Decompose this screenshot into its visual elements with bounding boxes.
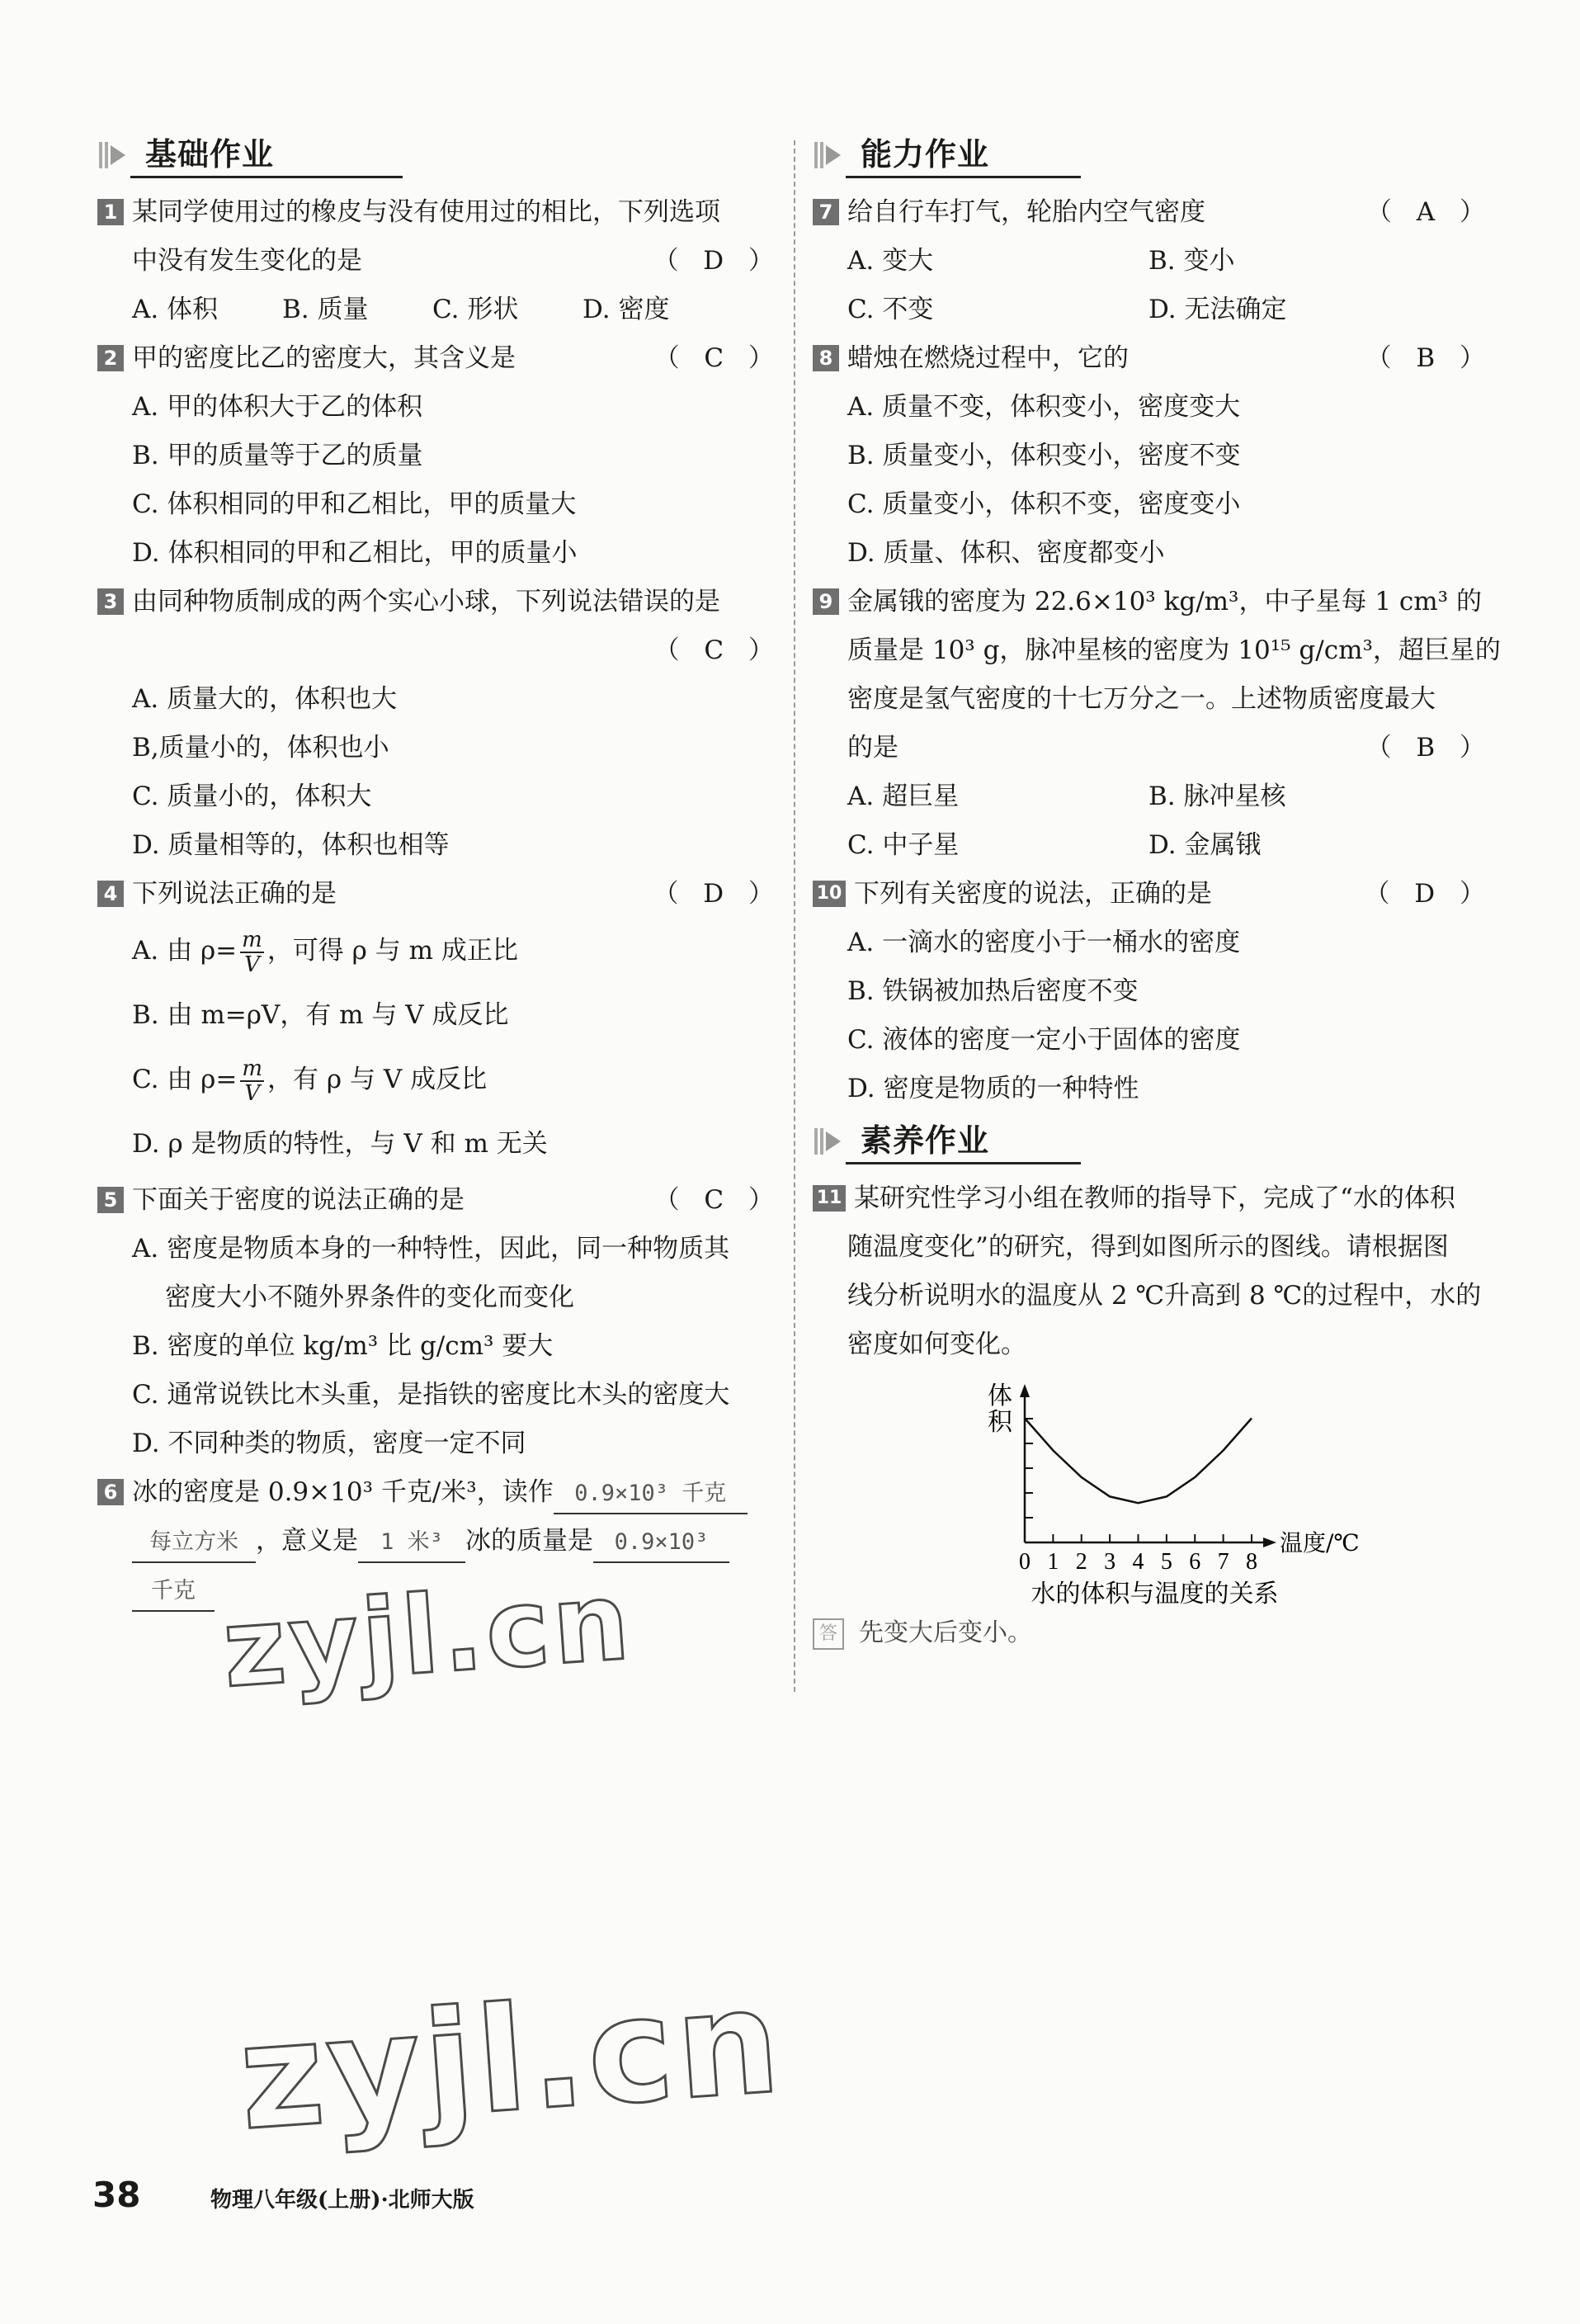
left-column: [97, 132, 782, 1614]
volume-temperature-chart: [813, 1369, 1493, 1608]
option-a: A. 质量不变，体积变小，密度变大: [847, 392, 1241, 422]
option-d: D. 质量相等的，体积也相等: [132, 830, 450, 860]
question-9-line-4: [813, 724, 1493, 772]
question-9-line-1: [813, 578, 1493, 626]
option-d: D. 金属锇: [1148, 830, 1262, 860]
option-b: B. 质量: [282, 295, 369, 324]
section-underline: [846, 1162, 1081, 1164]
question-text: 下面关于密度的说法正确的是: [132, 1185, 465, 1215]
question-number: 10: [813, 881, 846, 907]
question-text: 由同种物质制成的两个实心小球，下列说法错误的是: [132, 587, 720, 616]
answer-bracket: （ C ）: [653, 1185, 782, 1215]
option-text: C. 由 ρ=: [132, 1065, 238, 1094]
fill-blank: 千克: [132, 1572, 215, 1612]
question-3-stem: [97, 578, 782, 626]
x-axis-label: 温度/℃: [1280, 1529, 1360, 1556]
question-9-options-row-1: [813, 772, 1493, 821]
y-axis-label: 积: [988, 1408, 1012, 1437]
x-tick-label: 8: [1246, 1549, 1257, 1575]
question-11-line-2: 随温度变化”的研究，得到如图所示的图线。请根据图: [847, 1232, 1449, 1262]
x-tick-label: 6: [1189, 1549, 1201, 1575]
fraction-denominator: V: [244, 1080, 261, 1106]
option-b: B,质量小的，体积也小: [132, 733, 389, 763]
option-b: B. 变小: [1148, 246, 1235, 276]
question-11-answer: [813, 1608, 1493, 1658]
question-text: 甲的密度比乙的密度大，其含义是: [132, 343, 516, 373]
question-number: 8: [813, 345, 839, 371]
option-b: B. 脉冲星核: [1148, 782, 1286, 811]
section-header-basic: [97, 132, 782, 182]
x-tick-label: 5: [1160, 1549, 1172, 1575]
fill-blank: 每立方米: [132, 1523, 256, 1563]
option-c: C. 质量小的，体积大: [132, 782, 372, 811]
answer-bracket: （ D ）: [1364, 879, 1493, 909]
x-tick-label: 3: [1104, 1549, 1116, 1575]
section-header-literacy: [813, 1118, 1493, 1168]
question-7-options-row-2: [813, 286, 1493, 334]
arrow-icon: [813, 137, 849, 173]
question-number: 2: [97, 345, 124, 371]
question-11-line-4: 密度如何变化。: [847, 1330, 1026, 1359]
answer-bracket: （ B ）: [1365, 733, 1493, 763]
option-d: D. 质量、体积、密度都变小: [847, 538, 1165, 568]
question-8-stem: [813, 334, 1493, 383]
answer-icon: 答: [813, 1618, 844, 1650]
option-c: C. 通常说铁比木头重，是指铁的密度比木头的密度大: [132, 1380, 730, 1410]
question-4-stem: [97, 870, 782, 919]
y-axis-label: 体: [988, 1382, 1012, 1410]
watermark: zyjl.cn: [219, 1557, 637, 1712]
question-6-line-1: [97, 1468, 782, 1517]
fraction-numerator: m: [242, 1056, 263, 1081]
question-1-line-1: [97, 188, 782, 237]
answer-bracket: （ C ）: [653, 343, 782, 373]
arrow-icon: [813, 1123, 849, 1160]
question-10-stem: [813, 870, 1493, 919]
question-number: 6: [97, 1479, 124, 1505]
question-text: ，意义是: [256, 1526, 358, 1556]
x-tick-label: 4: [1132, 1549, 1144, 1575]
section-title: 素养作业: [861, 1122, 990, 1159]
question-3-answer-line: [97, 626, 782, 675]
option-a: A. 变大: [847, 246, 934, 276]
answer-bracket: （ A ）: [1365, 197, 1493, 227]
x-tick-label: 7: [1217, 1549, 1229, 1575]
question-1-line-2: [97, 237, 782, 286]
data-line: [1025, 1419, 1252, 1504]
option-a: A. 体积: [132, 295, 219, 324]
question-9-line-3: 密度是氢气密度的十七万分之一。上述物质密度最大: [847, 684, 1436, 714]
arrow-icon: [97, 137, 134, 173]
question-7-options-row-1: [813, 237, 1493, 286]
question-number: 11: [813, 1185, 846, 1212]
option-a-line-2: 密度大小不随外界条件的变化而变化: [165, 1282, 574, 1312]
option-d: D. 无法确定: [1148, 295, 1287, 324]
y-axis-arrow: [1020, 1384, 1030, 1397]
section-header-ability: [813, 132, 1493, 182]
option-c: [97, 1047, 782, 1112]
option-b: B. 密度的单位 kg/m³ 比 g/cm³ 要大: [132, 1331, 554, 1361]
question-7-stem: [813, 188, 1493, 237]
option-b: B. 由 m=ρV，有 m 与 V 成反比: [132, 1000, 509, 1030]
question-9-line-2: 质量是 10³ g，脉冲星核的密度为 10¹⁵ g/cm³，超巨星的: [847, 635, 1501, 665]
answer-bracket: （ C ）: [653, 635, 782, 665]
option-a: A. 质量大的，体积也大: [132, 684, 398, 714]
question-6-line-2: [97, 1517, 782, 1566]
book-info: 物理八年级(上册)·北师大版: [210, 2188, 474, 2213]
option-b: B. 甲的质量等于乙的质量: [132, 441, 423, 470]
answer-text: 先变大后变小。: [859, 1618, 1032, 1647]
question-9-options-row-2: [813, 821, 1493, 870]
x-axis-arrow: [1263, 1538, 1276, 1547]
question-text: 冰的质量是: [465, 1526, 593, 1556]
option-a: A. 超巨星: [847, 782, 960, 811]
question-11-line-3: 线分析说明水的温度从 2 ℃升高到 8 ℃的过程中，水的: [847, 1281, 1482, 1311]
option-c: C. 质量变小，体积不变，密度变小: [847, 489, 1241, 519]
option-d: D. 体积相同的甲和乙相比，甲的质量小: [132, 538, 578, 568]
column-divider: [794, 140, 795, 1692]
option-a: A. 甲的体积大于乙的体积: [132, 392, 423, 422]
question-2-stem: [97, 334, 782, 383]
watermark: zyjl.cn: [233, 1958, 788, 2163]
section-title: 基础作业: [145, 136, 275, 172]
question-number: 9: [813, 588, 839, 615]
fraction: [240, 928, 264, 976]
option-text: ，有 ρ 与 V 成反比: [267, 1065, 488, 1094]
chart-svg: [813, 1369, 1493, 1608]
option-c: C. 液体的密度一定小于固体的密度: [847, 1025, 1241, 1055]
answer-bracket: （ B ）: [1365, 343, 1493, 373]
option-a-line-1: A. 密度是物质本身的一种特性，因此，同一种物质其: [132, 1234, 730, 1264]
question-5-stem: [97, 1176, 782, 1225]
option-text: ，可得 ρ 与 m 成正比: [266, 936, 518, 966]
fill-blank: 0.9×10³: [593, 1523, 729, 1563]
x-tick-label: 2: [1075, 1549, 1087, 1575]
question-number: 3: [97, 588, 124, 615]
option-a: [97, 919, 782, 983]
question-11-line-1: [813, 1174, 1493, 1223]
x-tick-label: 1: [1047, 1549, 1059, 1575]
x-tick-label: 0: [1019, 1549, 1031, 1575]
chart-title: 水的体积与温度的关系: [1031, 1580, 1279, 1608]
question-text: 金属锇的密度为 22.6×10³ kg/m³，中子星每 1 cm³ 的: [847, 587, 1482, 616]
option-d: D. 密度: [582, 295, 670, 324]
option-text: A. 由 ρ=: [132, 936, 238, 966]
fraction-denominator: V: [244, 952, 260, 977]
question-text: 下列说法正确的是: [132, 879, 337, 909]
page-number: 38: [92, 2175, 141, 2215]
option-c: C. 体积相同的甲和乙相比，甲的质量大: [132, 489, 577, 519]
section-underline: [846, 176, 1081, 178]
fill-blank: 0.9×10³ 千克: [554, 1475, 748, 1514]
option-c: C. 不变: [847, 295, 934, 324]
option-d: D. 不同种类的物质，密度一定不同: [132, 1429, 526, 1458]
question-text: 下列有关密度的说法，正确的是: [854, 879, 1212, 909]
answer-bracket: （ D ）: [653, 246, 782, 276]
option-b: B. 质量变小，体积变小，密度不变: [847, 441, 1241, 470]
question-text: 的是: [847, 733, 898, 763]
section-underline: [130, 176, 403, 178]
option-b: B. 铁锅被加热后密度不变: [847, 976, 1139, 1006]
fraction: [240, 1057, 264, 1105]
question-number: 1: [97, 199, 124, 225]
question-text: 给自行车打气，轮胎内空气密度: [847, 197, 1205, 227]
option-d: D. ρ 是物质的特性，与 V 和 m 无关: [132, 1129, 548, 1159]
right-column: [813, 132, 1501, 1658]
fraction-numerator: m: [242, 927, 262, 952]
question-text: 中没有发生变化的是: [132, 246, 362, 276]
answer-bracket: （ D ）: [653, 879, 782, 909]
question-number: 7: [813, 199, 839, 225]
option-d: D. 密度是物质的一种特性: [847, 1074, 1139, 1103]
question-number: 4: [97, 881, 124, 907]
option-c: C. 中子星: [847, 830, 960, 860]
question-number: 5: [97, 1187, 124, 1213]
option-c: C. 形状: [432, 295, 519, 324]
option-a: A. 一滴水的密度小于一桶水的密度: [847, 928, 1241, 957]
question-text: 冰的密度是 0.9×10³ 千克/米³，读作: [132, 1477, 554, 1507]
fill-blank: 1 米³: [358, 1523, 465, 1563]
question-1-options: [97, 286, 782, 334]
section-title: 能力作业: [861, 136, 990, 172]
question-text: 某研究性学习小组在教师的指导下，完成了“水的体积: [854, 1183, 1455, 1213]
question-text: 蜡烛在燃烧过程中，它的: [847, 343, 1129, 373]
question-text: 某同学使用过的橡皮与没有使用过的相比，下列选项: [132, 197, 720, 227]
